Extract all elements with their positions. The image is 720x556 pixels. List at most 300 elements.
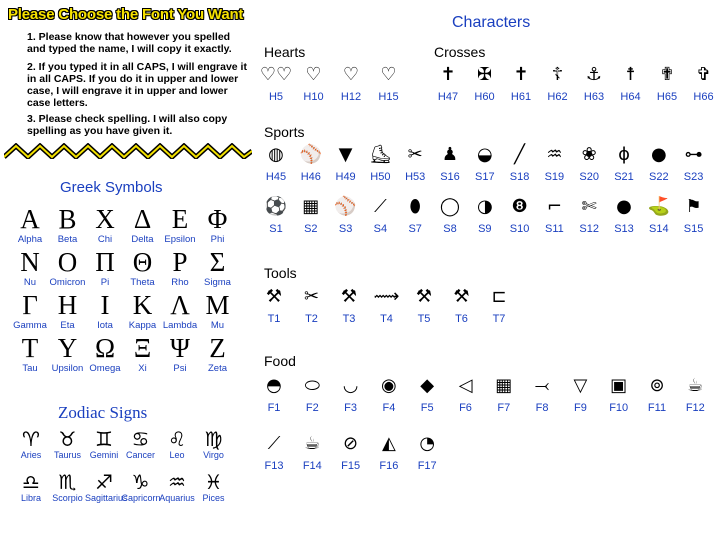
character-code: F13 [264, 460, 284, 472]
greek-letter-glyph: Κ [132, 290, 153, 320]
ice-cream-icon: ▽ [573, 375, 588, 396]
page-title: Please Choose the Font You Want [8, 6, 244, 23]
character-h49[interactable] [328, 144, 364, 183]
greek-letter-glyph: Ι [100, 290, 110, 320]
character-code: H63 [583, 91, 605, 103]
character-code: F16 [379, 460, 399, 472]
basketball-icon: ◯ [439, 196, 461, 217]
greek-letter-delta [123, 205, 163, 245]
goal-net-icon: ▦ [302, 196, 320, 217]
greek-letter-label: Alpha [17, 234, 43, 245]
cross-icon: ✝ [440, 64, 456, 85]
zodiac-sign-glyph: ♑ [131, 470, 150, 494]
zodiac-sign-aries [12, 428, 50, 460]
greek-letter-glyph: Ν [20, 247, 40, 277]
character-code: S14 [649, 223, 669, 235]
ball-icon: ● [616, 196, 632, 217]
greek-letter-phi [198, 205, 238, 245]
baseball-icon: ⚾ [334, 196, 357, 217]
cross-icon: ✝ [513, 64, 529, 85]
character-code: F14 [302, 460, 322, 472]
character-s1[interactable] [258, 196, 294, 235]
zodiac-sign-label: Aquarius [159, 493, 195, 503]
greek-letter-mu [198, 291, 238, 331]
football-icon: ⬮ [409, 196, 421, 217]
character-f3[interactable] [333, 375, 369, 414]
greek-letter-label: Theta [130, 277, 155, 288]
character-code: T4 [380, 313, 393, 325]
character-code: F17 [417, 460, 437, 472]
character-s12[interactable] [571, 196, 607, 235]
character-h60[interactable] [467, 64, 503, 103]
character-code: S15 [683, 223, 704, 235]
character-s3[interactable] [328, 196, 364, 235]
pliers-icon: ✂ [303, 286, 320, 307]
greek-letter-glyph: Τ [21, 333, 39, 363]
greek-letter-nu [10, 248, 50, 288]
greek-letter-alpha [10, 205, 50, 245]
zodiac-sign-pices [195, 471, 233, 503]
greek-letter-glyph: Γ [22, 290, 38, 320]
zigzag-divider [4, 143, 252, 159]
cheer-icon: ✄ [581, 196, 597, 217]
character-s10[interactable] [502, 196, 538, 235]
hammer-wrench-icon: ⚒ [340, 286, 358, 307]
tennis-ball-icon: ● [650, 144, 667, 165]
burger-icon: ◓ [266, 375, 282, 396]
character-code: S10 [509, 223, 530, 235]
greek-letter-label: Xi [138, 363, 147, 374]
tennis-racket-icon: ϕ [618, 144, 630, 165]
greek-letter-label: Iota [97, 320, 113, 331]
bat-ball-icon: ⟋ [374, 196, 387, 217]
ham-icon: ◉ [381, 375, 397, 396]
skate-icon: ⛸ [368, 144, 392, 165]
greek-letter-glyph: Φ [207, 204, 228, 234]
character-code: H60 [474, 91, 495, 103]
character-code: S11 [545, 223, 564, 235]
greek-letter-glyph: Χ [95, 204, 115, 234]
zodiac-sign-leo [158, 428, 196, 460]
pizza-cutter-icon: ⊘ [343, 433, 359, 454]
hockey-stick-icon: ╱ [514, 144, 526, 165]
character-code: T7 [492, 313, 506, 325]
ballet-shoes-icon: ♒ [546, 144, 563, 165]
character-f17[interactable] [409, 433, 445, 472]
teapot-icon: ☕ [687, 375, 704, 396]
greek-letter-pi [85, 248, 125, 288]
character-h10[interactable] [296, 64, 332, 103]
character-code: F5 [420, 402, 434, 414]
character-code: F10 [609, 402, 629, 414]
greek-letter-label: Omega [89, 363, 121, 374]
greek-letter-label: Delta [131, 234, 154, 245]
instruction-2: 2. If you typed it in all CAPS, I will engrave it in all CAPS. If you do it in upper and lower case, I will engrave it in upper and lower case letters. [27, 61, 247, 109]
greek-letter-gamma [10, 291, 50, 331]
character-f7[interactable] [486, 375, 522, 414]
character-code: F9 [573, 402, 587, 414]
pom-pom-icon: ❀ [581, 144, 597, 165]
character-code: F3 [344, 402, 358, 414]
character-f2[interactable] [294, 375, 330, 414]
greek-title: Greek Symbols [60, 179, 163, 196]
hearts-icon: ♡♡ [259, 64, 293, 85]
character-code: T1 [267, 313, 281, 325]
anchor-icon: ⚓ [585, 64, 603, 85]
greek-letter-glyph: Ψ [170, 333, 190, 363]
zodiac-sign-label: Virgo [203, 450, 224, 460]
greek-letter-glyph: Μ [205, 290, 230, 320]
greek-letter-label: Chi [97, 234, 113, 245]
character-h65[interactable] [649, 64, 685, 103]
character-code: H49 [335, 171, 356, 183]
greek-letter-lambda [160, 291, 200, 331]
zodiac-sign-label: Capricorn [121, 493, 161, 503]
zodiac-sign-glyph: ♉ [58, 427, 77, 451]
eight-ball-icon: ❽ [511, 196, 528, 217]
character-code: S4 [373, 223, 388, 235]
character-code: S2 [304, 223, 318, 235]
kebab-icon: ⟋ [267, 433, 281, 454]
volleyball-icon: ◍ [268, 144, 284, 165]
character-t3[interactable] [331, 286, 367, 325]
character-code: S1 [269, 223, 283, 235]
fish-icon: ◁ [458, 375, 473, 396]
hearts-title: Hearts [264, 44, 306, 60]
character-code: H47 [437, 91, 459, 103]
soccer-ball-icon: ⚽ [264, 196, 288, 217]
greek-letter-label: Pi [100, 277, 110, 288]
character-s15[interactable] [676, 196, 712, 235]
pizza-slice-icon: ◭ [381, 433, 396, 454]
character-s2[interactable] [293, 196, 329, 235]
baseball-icon: ⚾ [299, 144, 322, 165]
character-code: H15 [378, 91, 399, 103]
greek-letter-label: Kappa [128, 320, 157, 331]
greek-letter-theta [123, 248, 163, 288]
character-h61[interactable] [503, 64, 539, 103]
cross-icon: ☨ [625, 64, 636, 85]
crosses-title: Crosses [434, 44, 486, 60]
character-code: H5 [268, 91, 284, 103]
character-s22[interactable] [641, 144, 677, 183]
greek-letter-glyph: Β [58, 204, 77, 234]
character-code: S22 [649, 171, 669, 183]
character-code: F8 [535, 402, 549, 414]
zodiac-sign-label: Libra [20, 493, 41, 503]
lollipop-icon: ⊚ [649, 375, 665, 396]
zodiac-sign-glyph: ♎ [22, 470, 40, 494]
greek-letter-label: Rho [171, 277, 189, 288]
character-code: F2 [305, 402, 319, 414]
sports-title: Sports [264, 124, 305, 140]
baseball-bat-icon: ◒ [476, 144, 493, 165]
zodiac-sign-label: Sagittarius [85, 493, 128, 503]
greek-letter-beta [48, 205, 88, 245]
zodiac-sign-sagittarius [85, 470, 128, 503]
character-s16[interactable] [432, 144, 468, 183]
zodiac-sign-label: Aries [20, 450, 42, 460]
zodiac-sign-label: Taurus [53, 450, 81, 460]
character-code: F7 [497, 402, 511, 414]
zodiac-sign-capricorn [122, 471, 160, 503]
billiard-rack-icon: ▼ [338, 144, 353, 165]
greek-letter-glyph: Θ [132, 247, 153, 277]
zodiac-sign-virgo [195, 428, 233, 460]
greek-letter-label: Phi [210, 234, 225, 245]
greek-letter-glyph: Ε [171, 204, 189, 234]
character-code: F12 [685, 402, 705, 414]
character-code: H66 [693, 91, 714, 103]
zodiac-sign-glyph: ♐ [95, 470, 113, 494]
beer-mug-icon: ▣ [610, 375, 628, 396]
dumbbell-icon: ⊶ [684, 144, 703, 165]
character-code: S8 [443, 223, 457, 235]
character-code: H50 [370, 171, 391, 183]
greek-letter-label: Eta [60, 320, 75, 331]
cross-icon: ✠ [476, 64, 493, 85]
zodiac-sign-libra [12, 471, 50, 503]
character-h5[interactable] [258, 64, 294, 103]
character-f9[interactable] [562, 375, 598, 414]
zodiac-sign-glyph: ♍ [204, 427, 223, 451]
character-s20[interactable] [571, 144, 607, 183]
cross-icon: ✞ [695, 64, 712, 85]
character-f6[interactable] [448, 375, 484, 414]
basketball-icon: ◑ [476, 196, 493, 217]
character-s19[interactable] [536, 144, 572, 183]
cross-icon: ☦ [551, 64, 564, 85]
heart-icon: ♡ [342, 64, 360, 85]
character-code: F4 [382, 402, 396, 414]
character-code: S23 [683, 171, 704, 183]
character-s14[interactable] [641, 196, 677, 235]
character-code: H62 [547, 91, 568, 103]
zodiac-sign-cancer [122, 428, 160, 460]
zodiac-sign-glyph: ♓ [204, 470, 223, 494]
heart-icon: ♡ [380, 64, 397, 85]
greek-letter-zeta [198, 334, 238, 374]
zodiac-sign-glyph: ♈ [22, 427, 40, 451]
instruction-3: 3. Please check spelling. I will also copy spelling as you have given it. [27, 113, 228, 137]
greek-letter-glyph: Λ [170, 290, 190, 320]
zodiac-title: Zodiac Signs [58, 403, 148, 422]
greek-letter-psi [160, 334, 200, 374]
grill-icon: ▦ [495, 375, 513, 396]
screw-icon: ⟿ [373, 286, 400, 307]
greek-letter-glyph: Ρ [172, 247, 188, 277]
greek-letter-label: Lambda [162, 320, 198, 331]
greek-letter-label: Epsilon [164, 234, 196, 245]
character-f8[interactable] [524, 375, 560, 414]
greek-letter-glyph: Α [20, 204, 40, 234]
character-s8[interactable] [432, 196, 468, 235]
golf-club-icon: ⌐ [546, 196, 562, 217]
greek-letter-epsilon [160, 205, 200, 245]
greek-letter-xi [123, 334, 163, 374]
bowling-icon: ♟ [441, 144, 459, 165]
character-code: F6 [459, 402, 472, 414]
hacksaw-icon: ⊏ [491, 286, 507, 307]
character-f10[interactable] [601, 375, 637, 414]
greek-letter-label: Tau [22, 363, 38, 374]
character-t4[interactable] [369, 286, 405, 325]
character-f5[interactable] [409, 375, 445, 414]
character-code: F1 [267, 402, 281, 414]
greek-letter-glyph: Π [95, 247, 115, 277]
zodiac-sign-label: Gemini [89, 450, 119, 460]
character-h63[interactable] [576, 64, 612, 103]
characters-title: Characters [452, 14, 531, 31]
zodiac-sign-glyph: ♒ [168, 470, 186, 494]
greek-letter-glyph: Δ [133, 204, 152, 234]
character-f14[interactable] [294, 433, 330, 472]
character-s4[interactable] [362, 196, 398, 235]
character-h66[interactable] [686, 64, 720, 103]
greek-letter-glyph: Ξ [133, 333, 152, 363]
greek-letter-label: Beta [57, 234, 78, 245]
tools-icon: ⚒ [415, 286, 433, 307]
character-s11[interactable] [536, 196, 572, 235]
sausage-icon: ◡ [342, 375, 359, 396]
character-code: T6 [455, 313, 468, 325]
greek-letter-glyph: Σ [209, 247, 226, 277]
greek-letter-rho [160, 248, 200, 288]
character-h50[interactable] [362, 144, 398, 183]
greek-letter-glyph: Η [57, 290, 78, 320]
character-t6[interactable] [444, 286, 480, 325]
greek-letter-label: Upsilon [51, 363, 84, 374]
character-s21[interactable] [606, 144, 642, 183]
greek-letter-iota [85, 291, 125, 331]
character-t2[interactable] [294, 286, 330, 325]
zodiac-sign-glyph: ♋ [131, 427, 150, 451]
greek-letter-kappa [123, 291, 163, 331]
greek-letter-label: Sigma [204, 277, 231, 288]
heart-icon: ♡ [305, 64, 322, 85]
character-code: S9 [478, 223, 492, 235]
character-code: S16 [440, 171, 460, 183]
cross-icon: ✟ [659, 64, 675, 85]
greek-letter-glyph: Ω [94, 333, 116, 363]
character-h46[interactable] [293, 144, 329, 183]
character-h45[interactable] [258, 144, 294, 183]
food-title: Food [264, 353, 296, 369]
hotdog-icon: ⬭ [304, 375, 320, 396]
zodiac-sign-scorpio [49, 471, 87, 503]
character-t7[interactable] [481, 286, 517, 325]
greek-letter-label: Omicron [49, 277, 86, 288]
zodiac-sign-glyph: ♊ [95, 427, 113, 451]
zodiac-sign-label: Pices [202, 493, 225, 503]
greek-letter-glyph: Ζ [209, 333, 226, 363]
hammer-icon: ⚒ [453, 286, 470, 307]
character-code: S21 [614, 171, 634, 183]
character-code: S7 [408, 223, 422, 235]
drumstick-icon: ⤙ [534, 375, 550, 396]
greek-letter-tau [10, 334, 50, 374]
character-code: H53 [405, 171, 426, 183]
character-h62[interactable] [540, 64, 576, 103]
character-code: S19 [544, 171, 565, 183]
character-code: H10 [303, 91, 324, 103]
character-s18[interactable] [502, 144, 538, 183]
character-h53[interactable] [397, 144, 433, 183]
character-code: H45 [265, 171, 287, 183]
greek-letter-label: Mu [210, 320, 225, 331]
zodiac-sign-aquarius [158, 471, 196, 503]
drill-icon: ⚒ [265, 286, 283, 307]
character-s13[interactable] [606, 196, 642, 235]
character-code: T2 [305, 313, 318, 325]
zodiac-sign-label: Leo [169, 450, 185, 460]
instruction-1: 1. Please know that however you spelled and typed the name, I will copy it exactly. [27, 31, 232, 55]
character-code: T3 [342, 313, 356, 325]
character-f1[interactable] [256, 375, 292, 414]
rackets-icon: ✂ [407, 144, 423, 165]
character-s23[interactable] [676, 144, 712, 183]
character-code: H12 [340, 91, 362, 103]
character-code: T5 [417, 313, 431, 325]
zodiac-sign-taurus [49, 428, 87, 460]
character-h47[interactable] [430, 64, 466, 103]
cookie-icon: ◔ [419, 433, 436, 454]
character-code: S12 [579, 223, 599, 235]
character-code: S3 [338, 223, 353, 235]
greek-letter-omega [85, 334, 125, 374]
cake-slice-icon: ◆ [420, 375, 435, 396]
character-h64[interactable] [613, 64, 649, 103]
greek-letter-label: Zeta [207, 363, 227, 374]
character-code: S18 [509, 171, 530, 183]
greek-letter-sigma [198, 248, 238, 288]
zodiac-sign-glyph: ♌ [168, 427, 186, 451]
character-f15[interactable] [333, 433, 369, 472]
character-code: H46 [300, 171, 321, 183]
character-f11[interactable] [639, 375, 675, 414]
golf-icon: ⛳ [647, 196, 670, 217]
greek-letter-upsilon [48, 334, 88, 374]
character-code: S20 [579, 171, 599, 183]
character-t5[interactable] [406, 286, 442, 325]
character-code: F11 [647, 402, 667, 414]
character-s9[interactable] [467, 196, 503, 235]
character-s17[interactable] [467, 144, 503, 183]
tools-title: Tools [264, 265, 297, 281]
zodiac-sign-glyph: ♏ [58, 470, 77, 494]
character-code: H65 [656, 91, 678, 103]
character-t1[interactable] [256, 286, 292, 325]
greek-letter-chi [85, 205, 125, 245]
greek-letter-label: Nu [23, 277, 37, 288]
greek-letter-eta [48, 291, 88, 331]
zodiac-sign-label: Cancer [125, 450, 155, 460]
character-code: F15 [341, 460, 361, 472]
character-f16[interactable] [371, 433, 407, 472]
greek-letter-glyph: Υ [57, 333, 78, 363]
zodiac-sign-label: Scorpio [52, 493, 83, 503]
character-h12[interactable] [333, 64, 369, 103]
character-code: H64 [620, 91, 641, 103]
character-f4[interactable] [371, 375, 407, 414]
character-f13[interactable] [256, 433, 292, 472]
greek-letter-glyph: Ο [57, 247, 78, 277]
drink-cup-icon: ☕ [304, 433, 321, 454]
character-code: S13 [614, 223, 634, 235]
character-f12[interactable] [677, 375, 713, 414]
character-s7[interactable] [397, 196, 433, 235]
character-h15[interactable] [371, 64, 407, 103]
